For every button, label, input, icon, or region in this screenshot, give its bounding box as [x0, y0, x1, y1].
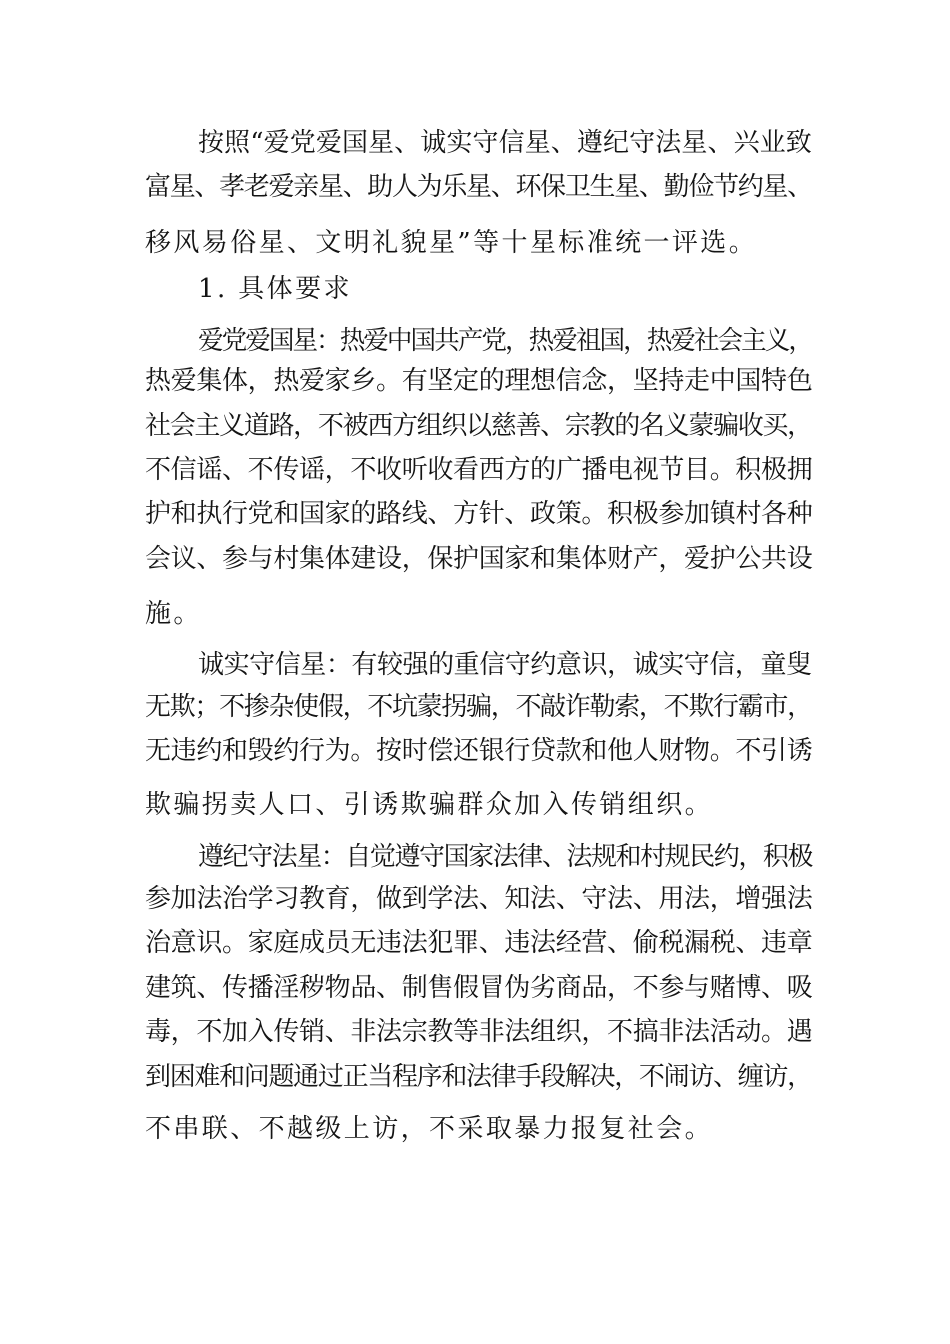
text-line: 移风易俗星、文明礼貌星”等十星标准统一评选。 [145, 228, 758, 258]
text-line: 毒，不加入传销、非法宗教等非法组织，不搞非法活动。遇 [145, 1017, 813, 1047]
text-line: 建筑、传播淫秽物品、制售假冒伪劣商品，不参与赌博、吸 [145, 973, 813, 1003]
text-line: 施。 [145, 599, 202, 629]
text-line: 社会主义道路，不被西方组织以慈善、宗教的名义蒙骗收买， [145, 411, 812, 441]
text-line: 富星、孝老爱亲星、助人为乐星、环保卫生星、勤俭节约星、 [145, 172, 812, 202]
text-line: 欺骗拐卖人口、引诱欺骗群众加入传销组织。 [145, 790, 714, 820]
text-line: 治意识。家庭成员无违法犯罪、违法经营、偷税漏税、违章 [145, 928, 813, 958]
text-line: 参加法治学习教育，做到学法、知法、守法、用法，增强法 [145, 884, 813, 914]
section-heading: 1. 具体要求 [198, 274, 352, 304]
text-line: 无欺；不掺杂使假，不坑蒙拐骗，不敲诈勒索，不欺行霸市， [145, 692, 812, 722]
text-line: 护和执行党和国家的路线、方针、政策。积极参加镇村各种 [145, 499, 813, 529]
text-line: 会议、参与村集体建设，保护国家和集体财产，爱护公共设 [145, 544, 813, 574]
text-line: 无违约和毁约行为。按时偿还银行贷款和他人财物。不引诱 [145, 736, 813, 766]
text-line: 遵纪守法星：自觉遵守国家法律、法规和村规民约，积极 [198, 842, 813, 872]
text-line: 不信谣、不传谣，不收听收看西方的广播电视节目。积极拥 [145, 455, 813, 485]
text-line: 按照“爱党爱国星、诚实守信星、遵纪守法星、兴业致 [198, 128, 812, 158]
text-line: 不串联、不越级上访，不采取暴力报复社会。 [145, 1114, 714, 1144]
text-line: 到困难和问题通过正当程序和法律手段解决，不闹访、缠访， [145, 1062, 812, 1092]
text-line: 热爱集体，热爱家乡。有坚定的理想信念，坚持走中国特色 [145, 366, 813, 396]
text-line: 诚实守信星：有较强的重信守约意识，诚实守信，童叟 [198, 650, 812, 680]
text-line: 爱党爱国星：热爱中国共产党，热爱祖国，热爱社会主义， [198, 326, 813, 356]
